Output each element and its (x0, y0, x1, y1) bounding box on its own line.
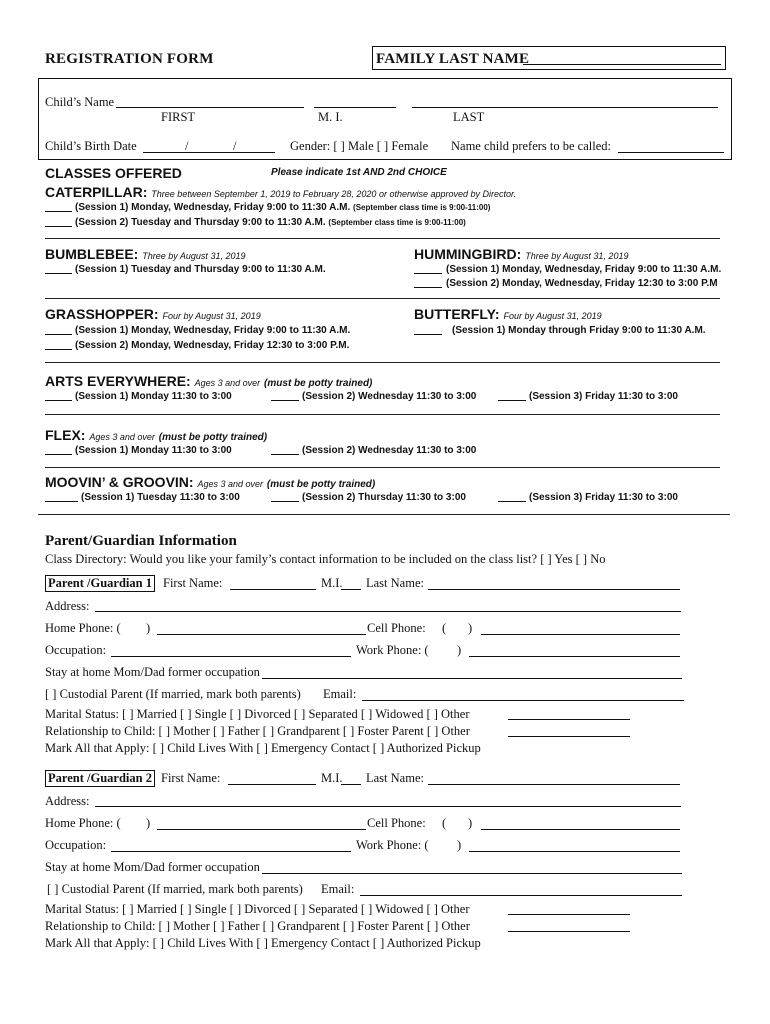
g2-relationship[interactable]: Relationship to Child: [ ] Mother [ ] Father [ ] Grandparent [ ] Foster Parent [ ] Other (45, 919, 470, 933)
g1-cell-phone-close: ) (468, 621, 473, 635)
divider (38, 514, 730, 515)
preferred-name-label: Name child prefers to be called: (451, 139, 611, 153)
g1-marital-status[interactable]: Marital Status: [ ] Married [ ] Single [ ] Divorced [ ] Separated [ ] Widowed [ ] Other (45, 707, 470, 721)
g1-email-label: Email: (323, 687, 357, 701)
g1-work-phone-label: Work Phone: ( (356, 643, 429, 657)
mi-caption: M. I. (318, 110, 343, 124)
caterpillar-s2-choice[interactable] (45, 226, 72, 227)
hummingbird-s2-choice[interactable] (414, 287, 442, 288)
flex-s1-choice[interactable] (45, 454, 72, 455)
child-last-name-field[interactable] (412, 107, 718, 108)
directory-question[interactable]: Class Directory: Would you like your family’s contact information to be included on the class list? [ ] Yes [ ] No (45, 552, 606, 566)
g2-relationship-other-field[interactable] (508, 931, 630, 932)
g2-cell-phone-field[interactable] (481, 829, 680, 830)
last-caption: LAST (453, 110, 485, 124)
g1-marital-other-field[interactable] (508, 719, 630, 720)
g1-last-name-field[interactable] (428, 589, 680, 590)
g1-address-label: Address: (45, 599, 90, 613)
guardian-2-label: Parent /Guardian 2 (45, 770, 155, 787)
g1-occupation-label: Occupation: (45, 643, 107, 657)
grasshopper-title: GRASSHOPPER: Four by August 31, 2019 (45, 306, 261, 322)
moovin-s3-choice[interactable] (498, 501, 526, 502)
g2-cell-phone-open: ( (442, 816, 447, 830)
grasshopper-s1-choice[interactable] (45, 334, 72, 335)
moovin-s2-choice[interactable] (271, 501, 299, 502)
g2-marital-other-field[interactable] (508, 914, 630, 915)
g1-home-phone-field[interactable] (157, 634, 366, 635)
g1-mi-field[interactable] (341, 589, 361, 590)
butterfly-s1-choice[interactable] (414, 334, 442, 335)
moovin-s1-choice[interactable] (45, 501, 78, 502)
form-title: REGISTRATION FORM (45, 51, 214, 67)
choice-instruction: Please indicate 1st AND 2nd CHOICE (271, 167, 447, 178)
flex-s2-choice[interactable] (271, 454, 299, 455)
g1-mark-all[interactable]: Mark All that Apply: [ ] Child Lives With [ ] Emergency Contact [ ] Authorized Pickup (45, 741, 481, 755)
g2-email-label: Email: (321, 882, 355, 896)
divider (45, 362, 720, 363)
g1-mi-label: M.I. (321, 576, 343, 590)
g1-first-name-field[interactable] (230, 589, 316, 590)
hummingbird-title: HUMMINGBIRD: Three by August 31, 2019 (414, 246, 629, 262)
g2-work-phone-label: Work Phone: ( (356, 838, 429, 852)
caterpillar-title: CATERPILLAR: Three between September 1, 2019 to February 28, 2020 or otherwise approved by Director. (45, 184, 517, 200)
g2-mark-all[interactable]: Mark All that Apply: [ ] Child Lives With [ ] Emergency Contact [ ] Authorized Pickup (45, 936, 481, 950)
child-first-name-field[interactable] (116, 107, 304, 108)
g1-relationship-other-field[interactable] (508, 736, 630, 737)
butterfly-s1: (Session 1) Monday through Friday 9:00 to 11:30 A.M. (452, 325, 706, 336)
grasshopper-s1: (Session 1) Monday, Wednesday, Friday 9:00 to 11:30 A.M. (75, 325, 351, 336)
g2-email-field[interactable] (360, 895, 682, 896)
g2-mi-field[interactable] (341, 784, 361, 785)
g2-work-phone-close: ) (457, 838, 462, 852)
flex-s2: (Session 2) Wednesday 11:30 to 3:00 (302, 445, 477, 456)
g1-home-phone-close: ) (146, 621, 151, 635)
hummingbird-s1: (Session 1) Monday, Wednesday, Friday 9:00 to 11:30 A.M. (446, 264, 722, 275)
date-slash-2: / (233, 139, 237, 153)
g2-home-phone-close: ) (146, 816, 151, 830)
g2-cell-phone-label: Cell Phone: (367, 816, 426, 830)
g1-custodial[interactable]: [ ] Custodial Parent (If married, mark both parents) (45, 687, 301, 701)
arts-title: ARTS EVERYWHERE: Ages 3 and over (must be potty trained) (45, 373, 373, 389)
gender-options[interactable]: Gender: [ ] Male [ ] Female (290, 139, 429, 153)
classes-heading: CLASSES OFFERED (45, 165, 182, 181)
g1-first-name-label: First Name: (163, 576, 223, 590)
date-slash-1: / (185, 139, 189, 153)
g2-last-name-label: Last Name: (366, 771, 424, 785)
g2-address-label: Address: (45, 794, 90, 808)
family-name-field[interactable] (523, 64, 721, 65)
g1-stay-home-label: Stay at home Mom/Dad former occupation (45, 665, 260, 679)
family-name-label: FAMILY LAST NAME (376, 51, 530, 67)
g2-stay-home-field[interactable] (262, 873, 682, 874)
g1-cell-phone-field[interactable] (481, 634, 680, 635)
guardian-heading: Parent/Guardian Information (45, 533, 237, 549)
g2-first-name-field[interactable] (228, 784, 316, 785)
g1-occupation-field[interactable] (111, 656, 351, 657)
butterfly-title: BUTTERFLY: Four by August 31, 2019 (414, 306, 602, 322)
child-name-label: Child’s Name (45, 95, 115, 109)
moovin-title: MOOVIN’ & GROOVIN: Ages 3 and over (must be potty trained) (45, 474, 376, 490)
guardian-1-label: Parent /Guardian 1 (45, 575, 155, 592)
flex-title: FLEX: Ages 3 and over (must be potty trained) (45, 427, 268, 443)
divider (45, 238, 720, 239)
arts-s1: (Session 1) Monday 11:30 to 3:00 (75, 391, 232, 402)
g1-work-phone-field[interactable] (469, 656, 680, 657)
grasshopper-s2-choice[interactable] (45, 349, 72, 350)
g2-occupation-field[interactable] (111, 851, 351, 852)
arts-s2-choice[interactable] (271, 400, 299, 401)
hummingbird-s2: (Session 2) Monday, Wednesday, Friday 12:30 to 3:00 P.M (446, 278, 718, 289)
g1-relationship[interactable]: Relationship to Child: [ ] Mother [ ] Father [ ] Grandparent [ ] Foster Parent [ ] Other (45, 724, 470, 738)
moovin-s3: (Session 3) Friday 11:30 to 3:00 (529, 492, 678, 503)
birth-date-field[interactable] (143, 152, 275, 153)
caterpillar-s1-choice[interactable] (45, 211, 72, 212)
arts-s3-choice[interactable] (498, 400, 526, 401)
g2-custodial[interactable]: [ ] Custodial Parent (If married, mark both parents) (47, 882, 303, 896)
grasshopper-s2: (Session 2) Monday, Wednesday, Friday 12:30 to 3:00 P.M. (75, 340, 350, 351)
bumblebee-s1-choice[interactable] (45, 273, 72, 274)
g2-marital-status[interactable]: Marital Status: [ ] Married [ ] Single [ ] Divorced [ ] Separated [ ] Widowed [ ] Other (45, 902, 470, 916)
g1-home-phone-label: Home Phone: ( (45, 621, 121, 635)
g1-email-field[interactable] (362, 700, 684, 701)
g2-home-phone-field[interactable] (157, 829, 366, 830)
moovin-s1: (Session 1) Tuesday 11:30 to 3:00 (81, 492, 240, 503)
g1-stay-home-field[interactable] (262, 678, 682, 679)
g1-cell-phone-open: ( (442, 621, 447, 635)
bumblebee-s1: (Session 1) Tuesday and Thursday 9:00 to 11:30 A.M. (75, 264, 326, 275)
arts-s1-choice[interactable] (45, 400, 72, 401)
g2-first-name-label: First Name: (161, 771, 221, 785)
arts-s2: (Session 2) Wednesday 11:30 to 3:00 (302, 391, 477, 402)
arts-s3: (Session 3) Friday 11:30 to 3:00 (529, 391, 678, 402)
hummingbird-s1-choice[interactable] (414, 273, 442, 274)
child-mi-field[interactable] (314, 107, 396, 108)
divider (45, 414, 720, 415)
g2-cell-phone-close: ) (468, 816, 473, 830)
preferred-name-field[interactable] (618, 152, 724, 153)
g1-cell-phone-label: Cell Phone: (367, 621, 426, 635)
divider (45, 467, 720, 468)
g2-stay-home-label: Stay at home Mom/Dad former occupation (45, 860, 260, 874)
bumblebee-title: BUMBLEBEE: Three by August 31, 2019 (45, 246, 246, 262)
flex-s1: (Session 1) Monday 11:30 to 3:00 (75, 445, 232, 456)
moovin-s2: (Session 2) Thursday 11:30 to 3:00 (302, 492, 466, 503)
g2-work-phone-field[interactable] (469, 851, 680, 852)
g1-address-field[interactable] (95, 611, 681, 612)
caterpillar-s2: (Session 2) Tuesday and Thursday 9:00 to 11:30 A.M. (September class time is 9:00-11:00) (75, 217, 466, 228)
g1-work-phone-close: ) (457, 643, 462, 657)
caterpillar-s1: (Session 1) Monday, Wednesday, Friday 9:00 to 11:30 A.M. (September class time is 9:00-11:00) (75, 202, 491, 213)
first-caption: FIRST (161, 110, 196, 124)
birth-date-label: Child’s Birth Date (45, 139, 137, 153)
g2-home-phone-label: Home Phone: ( (45, 816, 121, 830)
g2-mi-label: M.I. (321, 771, 343, 785)
g2-last-name-field[interactable] (428, 784, 680, 785)
divider (45, 298, 720, 299)
g1-last-name-label: Last Name: (366, 576, 424, 590)
g2-address-field[interactable] (95, 806, 681, 807)
g2-occupation-label: Occupation: (45, 838, 107, 852)
